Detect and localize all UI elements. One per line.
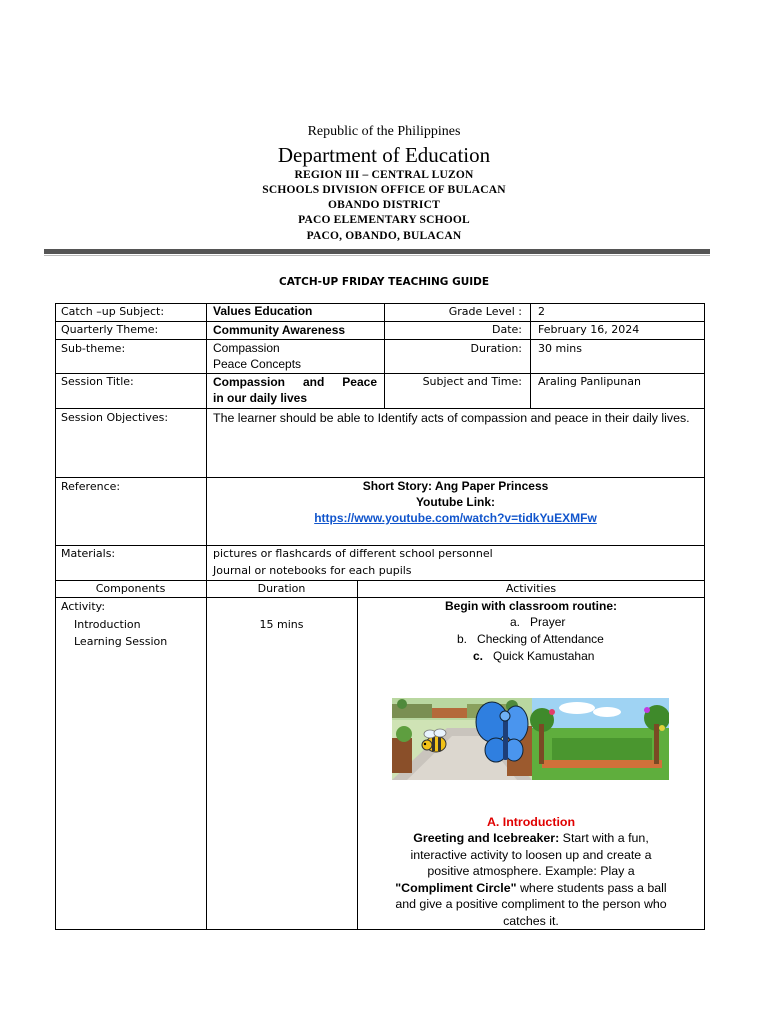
reference-youtube-label: Youtube Link:	[415, 495, 496, 509]
icebreaker-line-1	[357, 830, 705, 847]
header-division: SCHOOLS DIVISION OFFICE OF BULACAN	[262, 184, 506, 196]
compliment-line-2: and give a positive compliment to the person who	[395, 897, 667, 911]
icebreaker-text-1: Start with a fun,	[559, 831, 649, 845]
session-title-label: Session Title:	[61, 375, 134, 388]
routine-item-c	[473, 648, 594, 665]
reference-story: Short Story: Ang Paper Princess	[362, 479, 549, 493]
icebreaker-bold: Greeting and Icebreaker:	[413, 831, 560, 845]
grade-value: 2	[538, 305, 545, 318]
objectives-label: Session Objectives:	[61, 411, 169, 424]
routine-title: Begin with classroom routine:	[444, 599, 618, 613]
header-address: PACO, OBANDO, BULACAN	[306, 230, 462, 242]
activity-introduction: Introduction	[74, 618, 141, 631]
icebreaker-line-2: interactive activity to loosen up and create a	[410, 848, 652, 862]
reference-label: Reference:	[61, 480, 121, 493]
duration-value: 30 mins	[538, 342, 582, 355]
introduction-heading: A. Introduction	[486, 815, 576, 829]
activity-label: Activity:	[61, 600, 106, 613]
header-divider-shadow	[44, 255, 710, 256]
materials-label: Materials:	[61, 547, 116, 560]
subtheme-value-2: Peace Concepts	[213, 357, 302, 371]
session-title-value-1: Compassion and Peace	[213, 375, 377, 389]
subject-label: Catch –up Subject:	[61, 305, 165, 318]
compliment-text-1: where students pass a ball	[516, 881, 667, 895]
date-value: February 16, 2024	[538, 323, 640, 336]
routine-marker-b: b.	[457, 632, 468, 646]
materials-item-1: pictures or flashcards of different school personnel	[213, 547, 493, 560]
compliment-line-1	[357, 880, 705, 897]
col-header-duration: Duration	[257, 582, 306, 595]
activity-duration: 15 mins	[259, 618, 304, 631]
table-col-divider	[530, 303, 531, 408]
theme-value: Community Awareness	[213, 323, 346, 337]
header-region: REGION III – CENTRAL LUZON	[294, 169, 474, 181]
routine-item-b	[457, 631, 604, 648]
icebreaker-line-3: positive atmosphere. Example: Play a	[427, 864, 635, 878]
reference-youtube-link[interactable]: https://www.youtube.com/watch?v=tidkYuEXMFw	[314, 511, 597, 525]
col-header-activities: Activities	[505, 582, 557, 595]
header-republic: Republic of the Philippines	[307, 124, 461, 139]
compliment-line-3: catches it.	[503, 914, 559, 928]
objectives-value: The learner should be able to Identify acts of compassion and peace in their daily lives.	[213, 411, 690, 425]
routine-item-a	[510, 614, 565, 631]
activity-learning-session: Learning Session	[74, 635, 168, 648]
table-row-divider	[55, 408, 705, 409]
grade-label: Grade Level :	[448, 305, 522, 318]
header-department: Department of Education	[277, 143, 491, 167]
duration-label: Duration:	[470, 342, 522, 355]
routine-marker-a: a.	[510, 615, 521, 629]
routine-text-a: Prayer	[530, 615, 566, 629]
header-divider	[44, 249, 710, 254]
subject-time-label: Subject and Time:	[422, 375, 522, 388]
subject-time-value: Araling Panlipunan	[538, 375, 641, 388]
garden-scene-image	[392, 698, 669, 780]
header-school: PACO ELEMENTARY SCHOOL	[298, 214, 470, 226]
session-title-value-2: in our daily lives	[213, 391, 308, 405]
routine-text-b: Checking of Attendance	[477, 632, 604, 646]
table-row-divider	[55, 339, 705, 340]
header-district: OBANDO DISTRICT	[328, 199, 440, 211]
subtheme-value-1: Compassion	[213, 341, 280, 355]
routine-text-c: Quick Kamustahan	[493, 649, 595, 663]
date-label: Date:	[492, 323, 522, 336]
materials-item-2: Journal or notebooks for each pupils	[213, 564, 412, 577]
subject-value: Values Education	[213, 304, 313, 318]
guide-title: CATCH-UP FRIDAY TEACHING GUIDE	[278, 276, 490, 288]
subtheme-label: Sub-theme:	[61, 342, 126, 355]
routine-marker-c: c.	[473, 649, 484, 663]
col-header-components: Components	[95, 582, 166, 595]
theme-label: Quarterly Theme:	[61, 323, 159, 336]
story-illustration	[392, 698, 669, 780]
compliment-bold: "Compliment Circle"	[395, 881, 517, 895]
